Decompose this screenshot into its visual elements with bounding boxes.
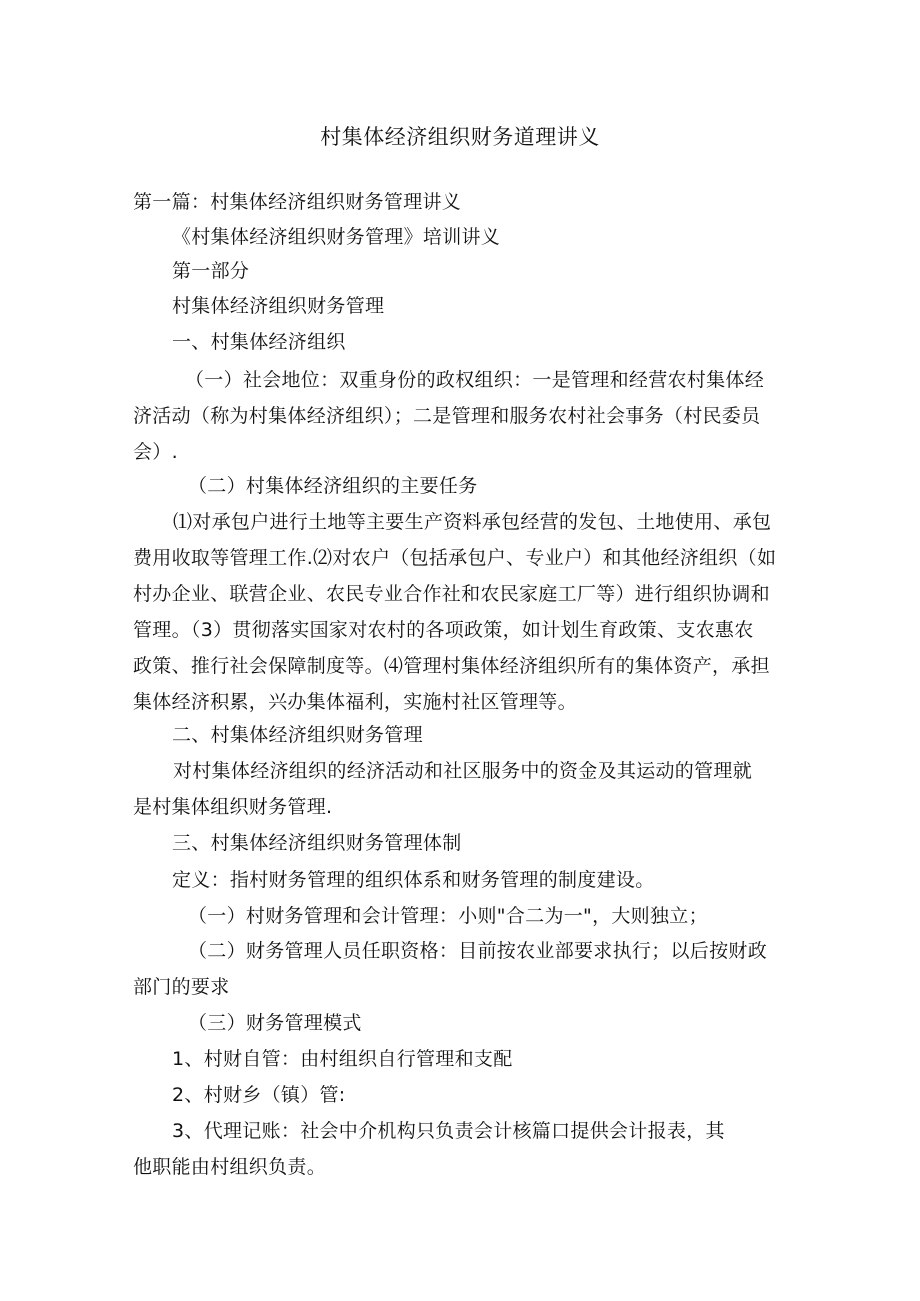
paragraph-line: 费用收取等管理工作.⑵对农户（包括承包户、专业户）和其他经济组织（如	[133, 547, 777, 569]
heading-3: 三、村集体经济组织财务管理体制	[172, 832, 462, 854]
paragraph-line: 对村集体经济组织的经济活动和社区服务中的资金及其运动的管理就	[173, 760, 753, 782]
paragraph-line: 会）.	[133, 441, 178, 463]
paragraph-finance-definition	[133, 753, 795, 825]
paragraph-line: （二）财务管理人员任职资格：目前按农业部要求执行；以后按财政	[188, 940, 768, 962]
mode-1: 1、村财自管：由村组织自行管理和支配	[172, 1048, 513, 1070]
document-title: 村集体经济组织财务道理讲义	[320, 125, 600, 149]
item-2	[133, 933, 795, 1005]
heading-1-2: （二）村集体经济组织的主要任务	[188, 475, 478, 497]
part-heading: 第一篇：村集体经济组织财务管理讲义	[133, 191, 462, 213]
definition-line: 定义：指村财务管理的组织体系和财务管理的制度建设。	[172, 869, 655, 891]
item-3: （三）财务管理模式	[188, 1012, 362, 1034]
heading-2: 二、村集体经济组织财务管理	[172, 724, 423, 746]
paragraph-line: 他职能由村组织负责。	[133, 1156, 327, 1178]
paragraph-line: 集体经济积累，兴办集体福利，实施村社区管理等。	[133, 691, 577, 713]
paragraph-line: （一）社会地位：双重身份的政权组织：一是管理和经营农村集体经	[185, 369, 765, 391]
heading-1: 一、村集体经济组织	[172, 331, 346, 353]
paragraph-line: 部门的要求	[133, 976, 230, 998]
paragraph-line: 管理。（3）贯彻落实国家对农村的各项政策，如计划生育政策、支农惠农	[133, 619, 754, 641]
mode-2: 2、村财乡（镇）管:	[172, 1084, 346, 1106]
section-title: 村集体经济组织财务管理	[172, 295, 385, 317]
paragraph-social-status	[133, 362, 795, 470]
training-title: 《村集体经济组织财务管理》培训讲义	[172, 226, 501, 248]
paragraph-line: 政策、推行社会保障制度等。⑷管理村集体经济组织所有的集体资产，承担	[133, 655, 770, 677]
item-1: （一）村财务管理和会计管理：小则"合二为一"，大则独立；	[188, 905, 708, 927]
paragraph-line: 村办企业、联营企业、农民专业合作社和农民家庭工厂等）进行组织协调和	[133, 583, 770, 605]
paragraph-line: 3、代理记账：社会中介机构只负责会计核篇口提供会计报表，其	[172, 1120, 725, 1142]
paragraph-line: 济活动（称为村集体经济组织）；二是管理和服务农村社会事务（村民委员	[133, 405, 761, 427]
paragraph-line: ⑴对承包户进行土地等主要生产资料承包经营的发包、土地使用、承包	[173, 511, 772, 533]
paragraph-line: 是村集体组织财务管理.	[133, 796, 333, 818]
part-one-label: 第一部分	[172, 260, 250, 282]
mode-3	[133, 1113, 795, 1185]
paragraph-main-tasks	[133, 504, 795, 720]
